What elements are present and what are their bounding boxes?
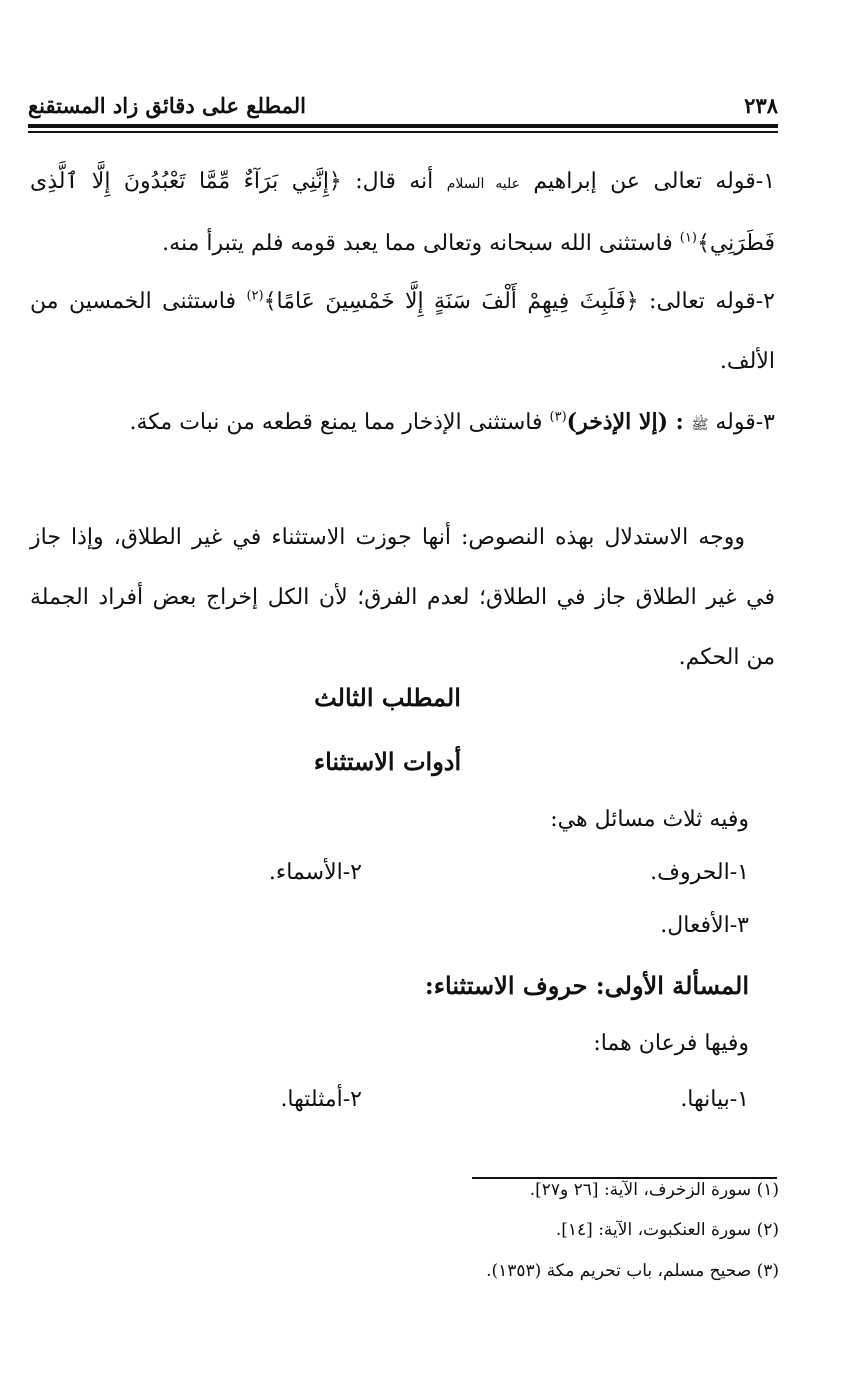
p3-text-c: فاستثنى الإذخار مما يمنع قطعه من نبات مكة. (129, 410, 550, 435)
section-subheading: أدوات الاستثناء (313, 747, 462, 776)
p1-text-a: ١-قوله تعالى عن إبراهيم (519, 169, 776, 194)
p1-quran-verse: أنه قال: ﴿إِنَّنِي بَرَآءٌ مِّمَّا تَعْبُدُونَ إِلَّا ٱلَّذِى فَطَرَنِي﴾ (30, 169, 775, 256)
footnote-ref-2[interactable]: (٢) (246, 288, 264, 304)
masala-heading: المسألة الأولى: حروف الاستثناء: (424, 971, 749, 1000)
masala-item-2: ٢-أمثلتها. (280, 1087, 362, 1112)
p2-text-b: فاستثنى الخمسين من الألف. (30, 289, 775, 374)
masala-item-1: ١-بيانها. (680, 1087, 749, 1112)
p1-text-c: فاستثنى الله سبحانه وتعالى مما يعبد قومه فلم يتبرأ منه. (162, 231, 680, 256)
p2-quran-verse: ٢-قوله تعالى: ﴿فَلَبِثَ فِيهِمْ أَلْفَ سَنَةٍ إِلَّا خَمْسِينَ عَامًا﴾ (263, 289, 775, 314)
footnote-1: (١) سورة الزخرف، الآية: [٢٦ و٢٧]. (529, 1180, 779, 1200)
section-intro: وفيه ثلاث مسائل هي: (550, 807, 749, 832)
page-number: ٢٣٨ (744, 92, 778, 118)
p3-hadith: : (إلا الإذخر) (566, 409, 692, 435)
footnote-3: (٣) صحيح مسلم، باب تحريم مكة (١٣٥٣). (486, 1261, 779, 1281)
masala-intro: وفيها فرعان هما: (593, 1031, 749, 1056)
tool-item-1: ١-الحروف. (650, 860, 749, 885)
paragraph-3 (30, 392, 775, 455)
header-rule-thick (28, 124, 778, 128)
p3-text-a: ٣-قوله (708, 410, 775, 435)
honorific-ibrahim: عليه السلام (446, 176, 520, 192)
header-rule-thin (28, 131, 778, 133)
section-heading: المطلب الثالث (314, 683, 461, 712)
tool-item-3: ٣-الأفعال. (660, 913, 749, 938)
footnote-2: (٢) سورة العنكبوت، الآية: [١٤]. (555, 1220, 779, 1240)
book-title: المطلع على دقائق زاد المستقنع (28, 92, 307, 118)
footnote-ref-1[interactable]: (١) (679, 230, 697, 246)
tool-item-2: ٢-الأسماء. (268, 860, 362, 885)
running-header (28, 88, 778, 122)
paragraph-1 (30, 152, 775, 274)
paragraph-2 (30, 272, 775, 392)
footnote-ref-3[interactable]: (٣) (549, 409, 567, 425)
paragraph-4: ووجه الاستدلال بهذه النصوص: أنها جوزت الاستثناء في غير الطلاق، وإذا جاز في غير الطلاق جاز في الطلاق؛ لعدم الفرق؛ لأن الكل إخراج بعض أفراد الجملة من الحكم. (30, 525, 775, 670)
honorific-prophet: ﷺ (691, 417, 709, 433)
